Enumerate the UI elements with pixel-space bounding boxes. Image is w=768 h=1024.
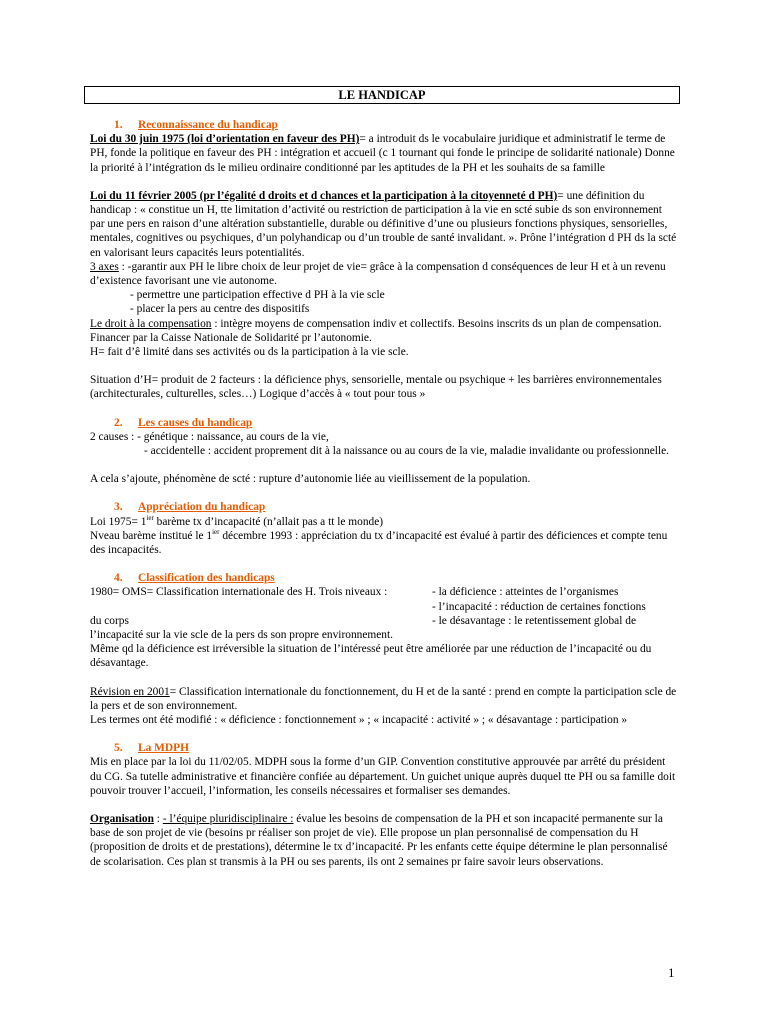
law-2005-title: Loi du 11 février 2005 (pr l’égalité d droits et d chances et la participation à la citoyenneté d PH) [90,189,558,202]
equipe-label: - l’équipe pluridisciplinaire : [162,813,294,826]
causes-line-3: A cela s’ajoute, phénomène de scté : rupture d’autonomie liée au vieillissement de la population. [90,473,531,486]
classification-meme: Même qd la déficience est irréversible la situation de l’intéressé peut être améliorée par une réduction de l’incapacité ou du désavantage. [90,643,652,670]
axes-paragraph: 3 axes : -garantir aux PH le libre choix de leur projet de vie= grâce à la compensation d conséquences de leur H et à un revenu d’existence favorisant une vie autonome. [90,260,666,288]
axes-label: 3 axes [90,260,119,273]
document-body [90,118,678,869]
section-heading-3: 3. Appréciation du handicap [114,501,266,514]
mdph-paragraph: Mis en place par la loi du 11/02/05. MDPH sous la forme d’un GIP. Convention constitutive approuvée par arrêté du président du CG. Sa tutelle administrative et financière confiée au département. Un guichet unique auprès duquel tte PH ou sa famille doit pouvoir trouver l’accueil, l’information, les conseils nécessaires et formaliser ses demandes. [90,756,676,797]
classification-row-3: du corps - le désavantage : le retentissement global de [90,614,637,627]
section-heading-5: 5. La MDPH [114,742,189,755]
handicap-definition: H= fait d’ê limité dans ses activités ou ds la participation à la vie scle. [90,346,409,359]
revision-2001-label: Révision en 2001 [90,685,170,698]
situation-paragraph: Situation d’H= produit de 2 facteurs : la déficience phys, sensorielle, mentale ou psychique + les barrières environnementales (architecturales, culturelles, scles…) Logique d’accès à « tout pour tous » [90,374,662,401]
classification-row-1: 1980= OMS= Classification internationale des H. Trois niveaux : - la déficience : atteintes de l’organismes [90,586,619,599]
axe-item-2: - permettre une participation effective d PH à la vie scle [130,289,385,302]
page-title: LE HANDICAP [84,86,680,104]
revision-2001-paragraph: Révision en 2001= Classification internationale du fonctionnement, du H et de la santé : prend en compte la participation scle de la pers et de son environnement. [90,685,677,712]
organisation-paragraph: Organisation : - l’équipe pluridisciplinaire : évalue les besoins de compensation de la PH et son incapacité permanente sur la base de son projet de vie (besoins pr réaliser son projet de vie). Elle propose un plan personnalisé de compensation du H (proposition de droits et de prestations), détermine le tx d’incapacité. Pr les enfants cette équipe détermine le plan personnalisé de scolarisation. Ces plan st transmis à la PH ou ses parents, ils ont 2 semaines pr faire savoir leurs observations. [90,813,668,868]
section-heading-4: 4. Classification des handicaps [114,572,275,585]
causes-line-2: - accidentelle : accident proprement dit à la naissance ou au cours de la vie, maladie invalidante ou professionnelle. [144,445,670,458]
classification-row-2: - l’incapacité : réduction de certaines fonctions [432,600,646,613]
law-1975-paragraph: Loi du 30 juin 1975 (loi d’orientation en faveur des PH)= a introduit ds le vocabulaire juridique et administratif le terme de PH, fonde la politique en faveur des PH : intégration et accueil (c 1 tournant qui fonde le principe de solidarité nationale) Donne la priorité à l’intégration ds le milieu ordinaire conditionné par les aptitudes de la PH et les souhaits de sa famille [90,133,675,174]
droit-compensation-label: Le droit à la compensation [90,317,212,330]
termes-paragraph: Les termes ont été modifié : « déficience : fonctionnement » ; « incapacité : activité » ; « désavantage : participation » [90,714,628,727]
axe-item-3: - placer la pers au centre des dispositifs [130,303,310,316]
classification-continuation: l’incapacité sur la vie scle de la pers ds son propre environnement. [90,629,394,642]
organisation-label: Organisation [90,813,154,826]
law-1975-title: Loi du 30 juin 1975 (loi d’orientation en faveur des PH) [90,133,360,146]
bareme-1975: Loi $1975= 1^{ier}$ barème tx d’incapacité (n’allait pas a tt le monde) [90,513,384,528]
section-heading-2: 2. Les causes du handicap [114,416,253,429]
droit-compensation-paragraph: Le droit à la compensation : intègre moyens de compensation indiv et collectifs. Besoins inscrits ds un plan de compensation. Financer par la Caisse Nationale de Solidarité pr l’autonomie. [90,317,662,344]
page-number: 1 [668,965,675,980]
causes-line-1: 2 causes : - génétique : naissance, au cours de la vie, [90,430,329,443]
bareme-1993: Nveau barème institué le $1^{ier}$ décembre 1993 : appréciation du tx d’incapacité est évalué à partir des déficiences et compte tenu des incapacités. [90,528,668,557]
section-heading-1: 1. Reconnaissance du handicap [114,119,278,131]
law-2005-paragraph: Loi du 11 février 2005 (pr l’égalité d droits et d chances et la participation à la citoyenneté d PH)= une définition du handicap : « constitue un H, tte limitation d’activité ou restriction de participation à la vie en scté subie ds son environnement par une pers en raison d’une altération substantielle, durable ou définitive d’une ou plusieurs fonctions physiques, sensorielles, mentales, cognitives ou psychiques, d’un polyhandicap ou d’un trouble de santé invalidant. ». Prône l’intégration d PH ds la scté en valorisant leurs capacités leurs potentialités. [90,189,677,259]
